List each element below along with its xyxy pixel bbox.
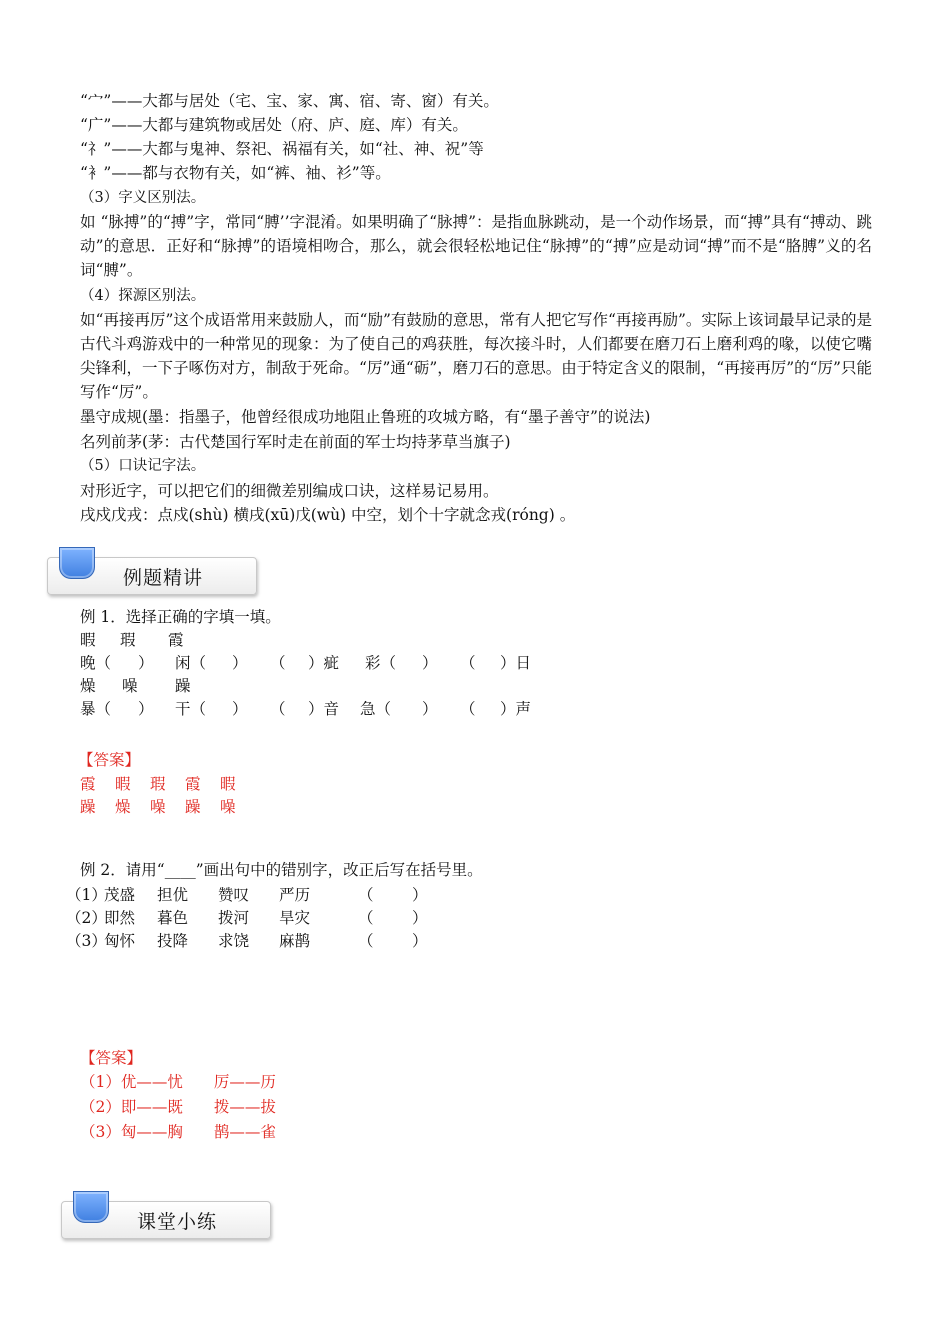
blank-word: ） — [422, 654, 438, 672]
example-2-answer-1: （1）优——忧 厉——历 — [80, 1073, 276, 1091]
blank-word: ） — [422, 700, 438, 718]
answer-char: 燥 — [115, 798, 131, 816]
word: 旱灾 — [279, 909, 311, 927]
answer-char: 躁 — [80, 798, 96, 816]
blank-word: 暴（ — [80, 700, 112, 718]
char-option: 燥 — [80, 677, 96, 695]
blank-word: ） — [138, 654, 154, 672]
blank-word: ）声 — [500, 700, 532, 718]
method-5-text: 对形近字，可以把它们的细微差别编成口诀，这样易记易用。 — [80, 482, 499, 500]
blank-word: ）日 — [500, 654, 532, 672]
blank-word: （ — [270, 654, 286, 672]
method-3-title: （3）字义区别法。 — [80, 190, 206, 206]
blank-word: ） — [232, 654, 248, 672]
example-1-answer-label: 【答案】 — [78, 751, 141, 769]
section-title-practice: 课堂小练 — [137, 1211, 218, 1233]
example-2-answer-2: （2）即——既 拨——拔 — [80, 1098, 276, 1116]
answer-char: 霞 — [80, 775, 96, 793]
char-option: 躁 — [175, 677, 191, 695]
answer-char: 暇 — [115, 775, 131, 793]
radical-line-1: “宀”——大都与居处（宅、宝、家、寓、宿、寄、窗）有关。 — [80, 92, 499, 110]
right-paren: ） — [412, 909, 428, 927]
blank-word: （ — [270, 700, 286, 718]
blank-word: （ — [460, 700, 476, 718]
answer-char: 噪 — [150, 798, 166, 816]
word: 求饶 — [218, 932, 250, 950]
right-paren: ） — [412, 932, 428, 950]
word: 暮色 — [157, 909, 189, 927]
answer-char: 瑕 — [150, 775, 166, 793]
section-banner-practice — [61, 1201, 271, 1237]
word: 麻鹊 — [279, 932, 311, 950]
blank-word: 彩（ — [365, 654, 397, 672]
method-5-title: （5）口诀记字法。 — [80, 458, 206, 474]
char-option: 瑕 — [120, 631, 136, 649]
method-4-text: 如“再接再厉”这个成语常用来鼓励人，而“励”有鼓励的意思，常有人把它写作“再接再励”。实际上该词最早记录的是古代斗鸡游戏中的一种常见的现象：为了使自己的鸡获胜，每次接斗时，人们都要在磨刀石上磨利鸡的喙，以使它嘴尖锋利，一下子啄伤对方，制敌于死命。“厉”通“砺”，磨刀石的意思。由于特定含义的限制，“再接再厉”的“厉”只能写作“厉”。 — [80, 311, 872, 401]
example-2-title: 例 2．请用“____”画出句中的错别字，改正后写在括号里。 — [80, 861, 483, 879]
blank-word: ）音 — [308, 700, 340, 718]
blank-word: （ — [460, 654, 476, 672]
blank-word: 急（ — [360, 700, 392, 718]
method-4-example-2: 名列前茅(茅：古代楚国行军时走在前面的军士均持茅草当旗子) — [80, 433, 511, 451]
char-option: 暇 — [80, 631, 96, 649]
word: 即然 — [104, 909, 136, 927]
blank-word: ）疵 — [308, 654, 340, 672]
blank-word: 晚（ — [80, 654, 112, 672]
row-number: （3） — [66, 932, 107, 950]
method-4-example-1: 墨守成规(墨：指墨子，他曾经很成功地阻止鲁班的攻城方略，有“墨子善守”的说法) — [80, 408, 651, 426]
section-banner-examples — [47, 557, 257, 593]
blank-word: ） — [138, 700, 154, 718]
word: 赞叹 — [218, 886, 250, 904]
blank-word: 干（ — [175, 700, 207, 718]
left-paren: （ — [358, 909, 374, 927]
radical-line-4: “衤”——都与衣物有关，如“裤、袖、衫”等。 — [80, 164, 391, 182]
left-paren: （ — [358, 886, 374, 904]
method-4-title: （4）探源区别法。 — [80, 288, 206, 304]
section-title-examples: 例题精讲 — [123, 567, 204, 589]
method-3-text: 如 “脉搏”的“搏”字，常同“膊’’字混淆。如果明确了“脉搏”：是指血脉跳动，是一个动作场景，而“搏”具有“搏动、跳动”的意思．正好和“脉搏”的语境相吻合，那么，就会很轻松地记住“脉搏”的“搏”应是动词“搏”而不是“胳膊”义的名词“膊”。 — [80, 213, 872, 279]
word: 严历 — [279, 886, 311, 904]
example-2-answer-3: （3）匈——胸 鹊——雀 — [80, 1123, 276, 1141]
char-option: 霞 — [168, 631, 184, 649]
row-number: （2） — [66, 909, 107, 927]
word: 投降 — [157, 932, 189, 950]
char-option: 噪 — [122, 677, 138, 695]
radical-line-3: “礻”——大都与鬼神、祭祀、祸福有关，如“社、神、祝”等 — [80, 140, 484, 158]
answer-char: 暇 — [220, 775, 236, 793]
answer-char: 噪 — [220, 798, 236, 816]
method-5-example: 戌戍戊戎：点戍(shù) 横戌(xū)戊(wù) 中空，划个十字就念戎(róng) 。 — [80, 506, 576, 524]
word: 茂盛 — [104, 886, 136, 904]
left-paren: （ — [358, 932, 374, 950]
word: 担优 — [157, 886, 189, 904]
answer-char: 躁 — [185, 798, 201, 816]
right-paren: ） — [412, 886, 428, 904]
banner-tab-icon — [73, 1191, 109, 1223]
blank-word: ） — [232, 700, 248, 718]
radical-line-2: “广”——大都与建筑物或居处（府、庐、庭、库）有关。 — [80, 116, 468, 134]
banner-tab-icon — [59, 547, 95, 579]
word: 拨河 — [218, 909, 250, 927]
row-number: （1） — [66, 886, 107, 904]
example-2-answer-label: 【答案】 — [80, 1049, 143, 1067]
answer-char: 霞 — [185, 775, 201, 793]
example-1-title: 例 1．选择正确的字填一填。 — [80, 608, 281, 626]
blank-word: 闲（ — [175, 654, 207, 672]
word: 匈怀 — [104, 932, 136, 950]
